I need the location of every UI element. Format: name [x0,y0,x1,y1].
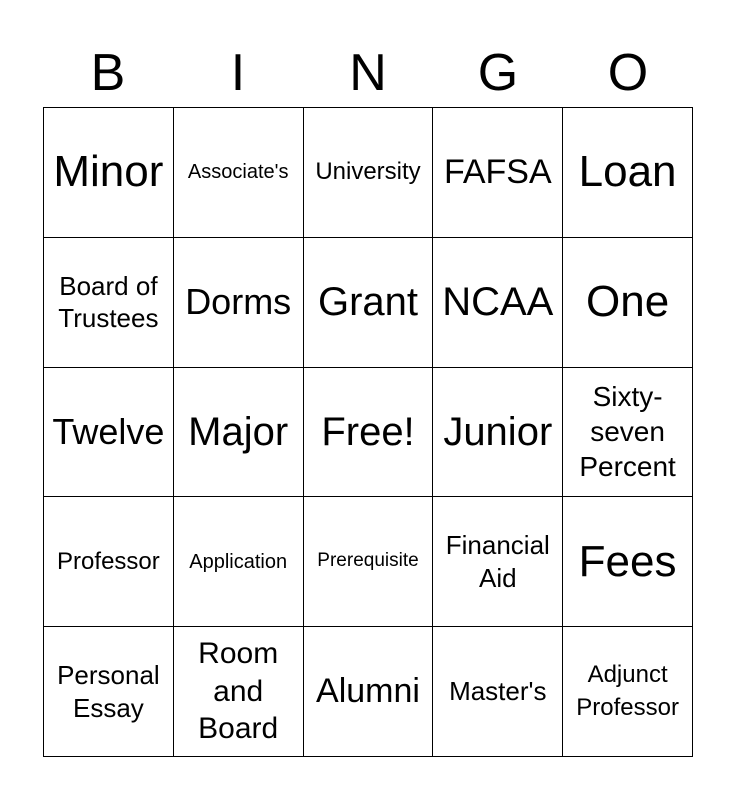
bingo-cell[interactable] [44,238,174,368]
bingo-cell[interactable] [174,238,304,368]
bingo-cell[interactable] [304,238,434,368]
bingo-cell[interactable] [304,497,434,627]
cell-label: Adjunct Professor [576,661,679,721]
bingo-cell[interactable] [563,368,693,498]
header-letter-g: G [477,44,519,102]
header-letter-n: N [349,44,387,102]
bingo-cell[interactable] [563,497,693,627]
cell-label: One [586,277,670,326]
cell-label: Minor [53,147,164,197]
cell-label: Loan [578,147,677,197]
cell-label: Personal Essay [57,660,160,723]
header-letter-b: B [90,44,126,102]
header-letter-o: O [607,44,649,102]
cell-label: Board of Trustees [58,270,159,334]
bingo-cell[interactable] [174,368,304,498]
cell-label: Fees [578,536,677,586]
header-letter-i: I [230,44,246,102]
cell-label: Prerequisite [317,550,419,572]
bingo-cell[interactable] [304,627,434,757]
bingo-cell[interactable] [433,108,563,238]
bingo-cell[interactable] [563,108,693,238]
bingo-cell[interactable] [44,108,174,238]
bingo-cell[interactable] [563,238,693,368]
cell-label: University [315,158,421,186]
cell-label: Twelve [52,411,165,453]
cell-label: Grant [317,280,419,325]
bingo-cell[interactable] [433,368,563,498]
cell-label: Alumni [316,671,420,710]
cell-label: Junior [443,409,553,454]
cell-label: Room and Board [198,637,279,746]
bingo-cell[interactable] [304,368,434,498]
bingo-cell[interactable] [174,108,304,238]
cell-label: Major [188,409,289,454]
cell-label: Associate's [187,161,289,184]
bingo-board [43,107,693,757]
bingo-cell[interactable] [44,627,174,757]
cell-label: Master's [449,676,547,707]
cell-label: Free! [321,409,415,454]
bingo-cell[interactable] [433,627,563,757]
cell-label: NCAA [442,280,554,325]
cell-label: Professor [57,547,160,575]
bingo-header [43,40,693,106]
bingo-cell[interactable] [174,497,304,627]
cell-label: Sixty-seven Percent [579,381,676,483]
bingo-cell[interactable] [433,238,563,368]
bingo-cell[interactable] [174,627,304,757]
cell-label: Financial Aid [445,530,550,593]
cell-label: Dorms [185,281,292,323]
bingo-cell[interactable] [44,497,174,627]
bingo-cell[interactable] [433,497,563,627]
bingo-cell[interactable] [304,108,434,238]
cell-label: Application [189,550,288,573]
bingo-cell[interactable] [44,368,174,498]
cell-label: FAFSA [443,152,552,191]
bingo-cell[interactable] [563,627,693,757]
